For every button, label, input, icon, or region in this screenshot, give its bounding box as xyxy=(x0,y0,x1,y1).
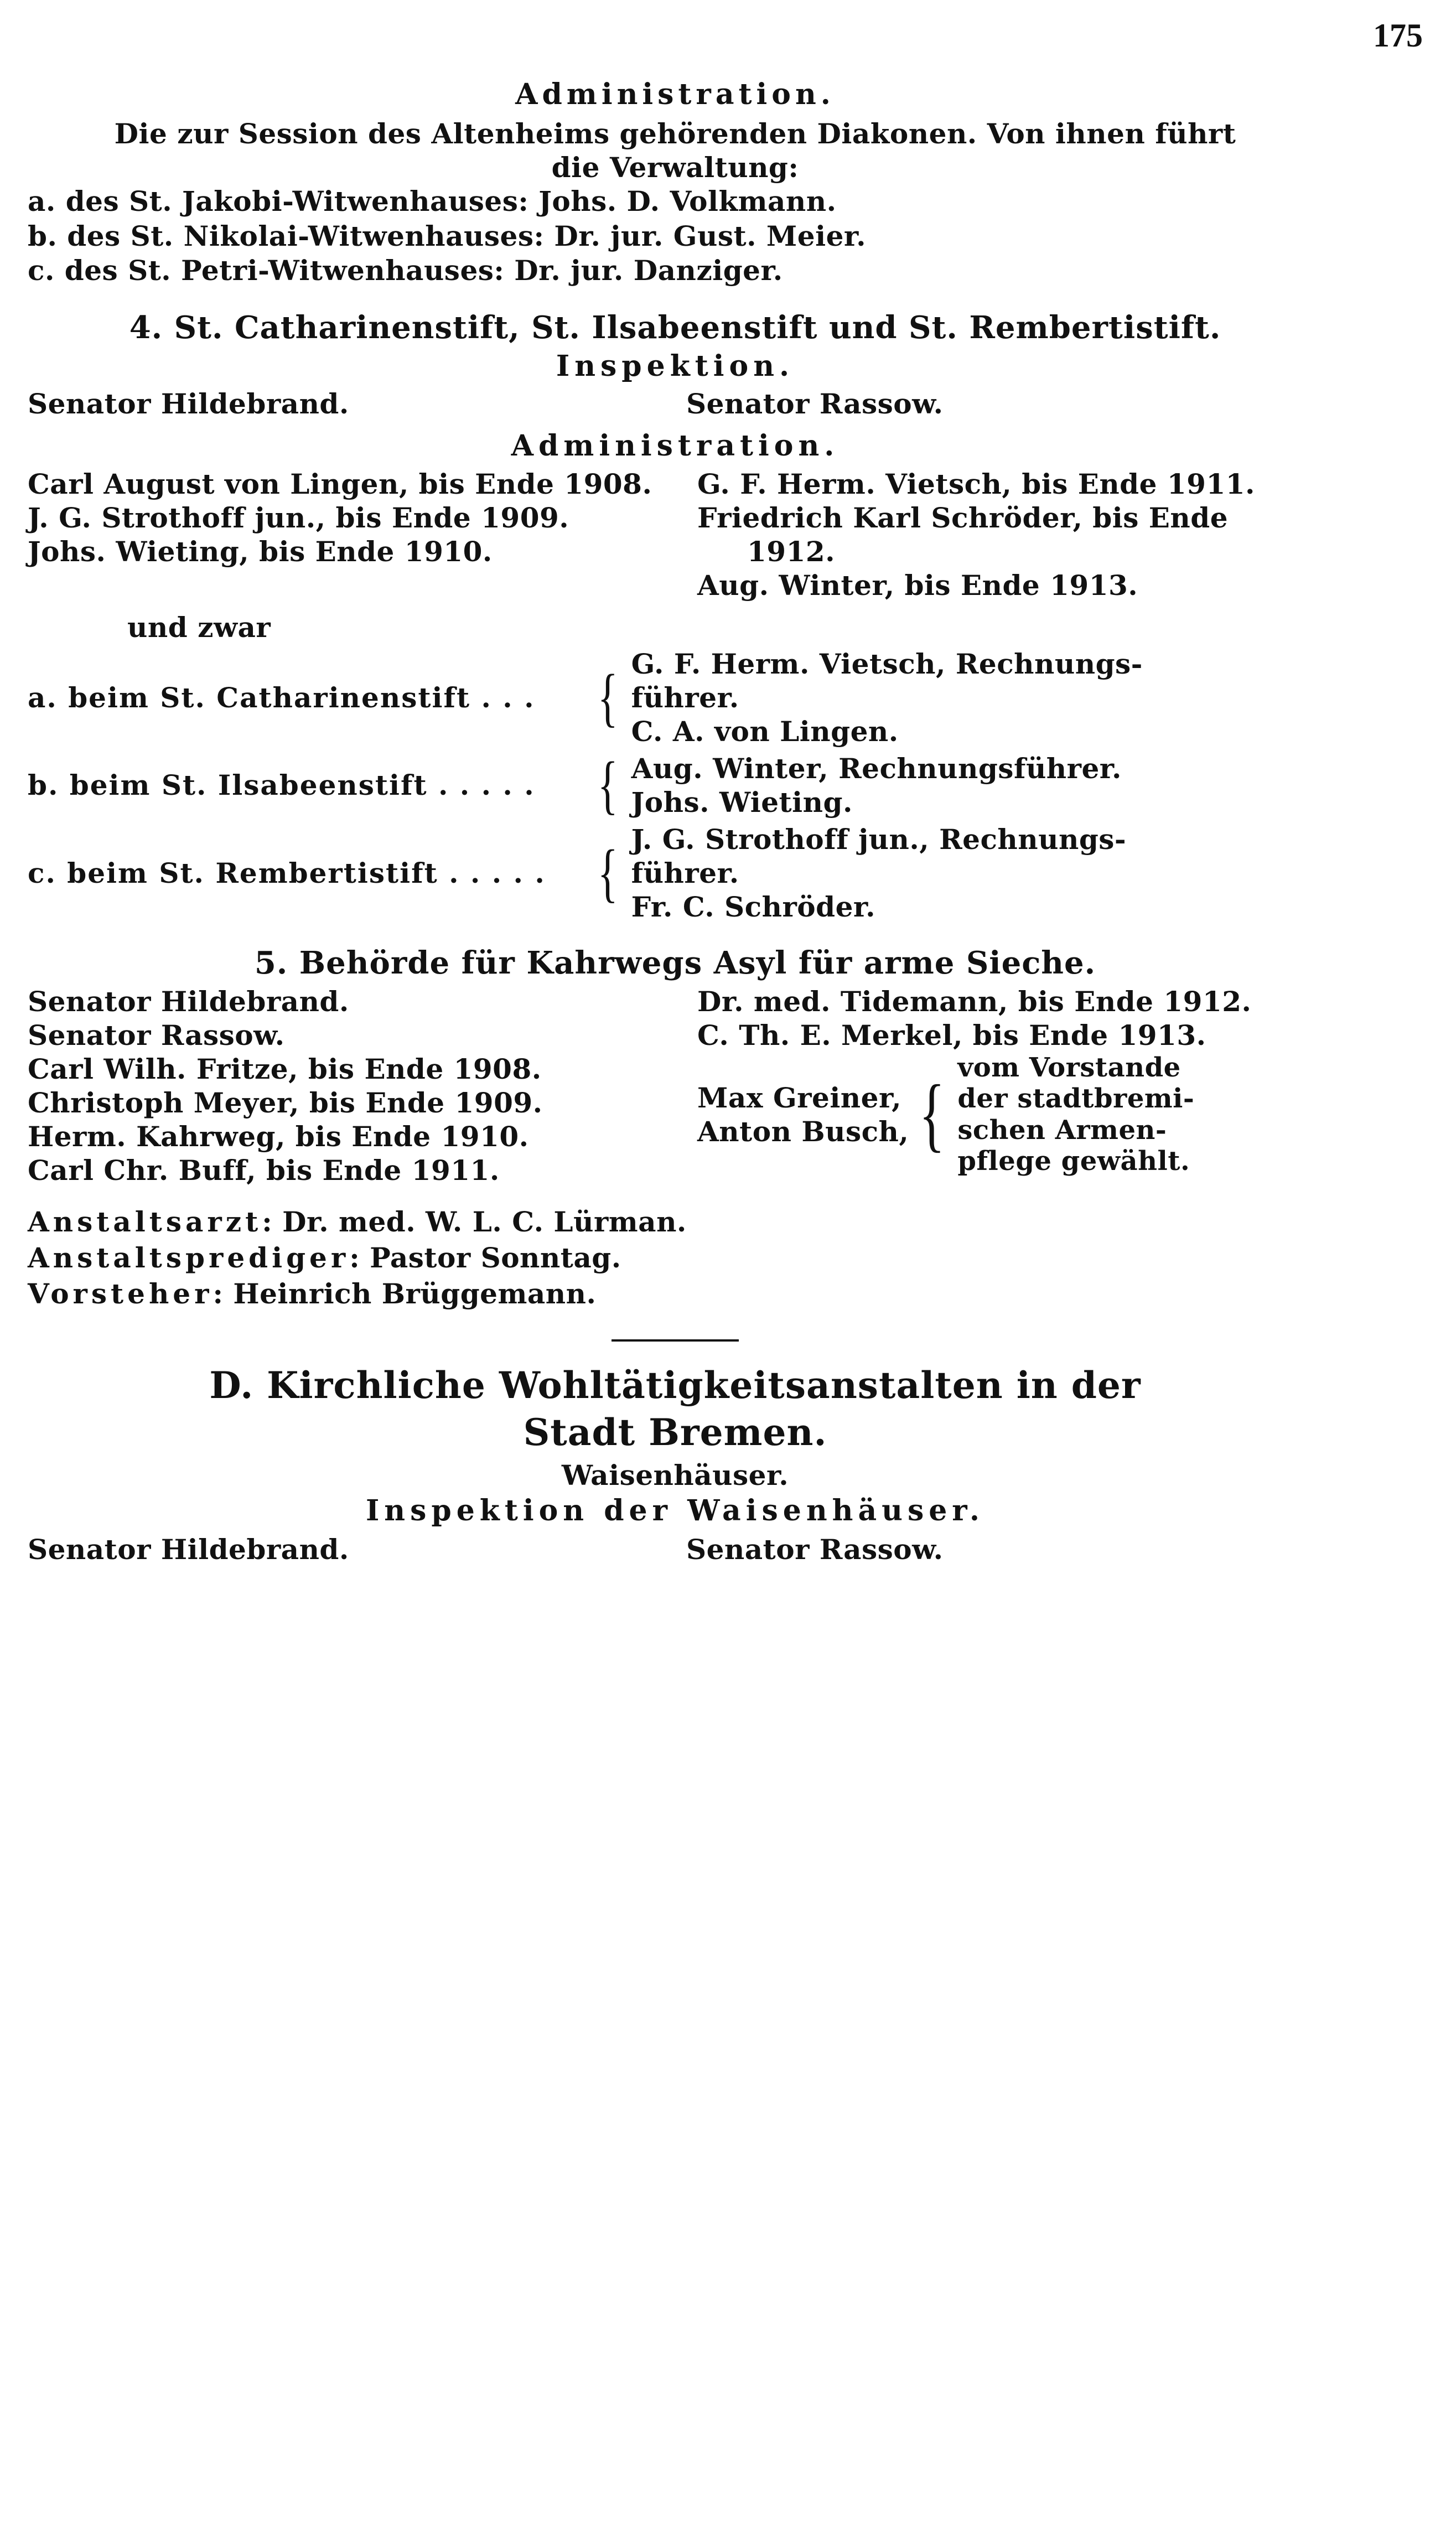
section-5-right-column xyxy=(675,985,1323,1187)
section-d-inspection-heading: Inspektion der Waisenhäuser. xyxy=(365,1493,985,1528)
administration-intro-line-1: Die zur Session des Altenheims gehörenden Diakonen. Von ihnen führt xyxy=(114,117,1236,150)
section-4-admin-left-column xyxy=(28,467,675,602)
section-5-right-2: C. Th. E. Merkel, bis Ende 1913. xyxy=(697,1018,1206,1052)
section-5-left-1: Senator Hildebrand. xyxy=(28,985,349,1018)
officer-row-doctor xyxy=(28,1204,1323,1240)
section-4-group-b-label: b. beim St. Ilsabeenstift . . . . . xyxy=(28,769,535,801)
section-4-group-b xyxy=(28,748,1323,821)
section-d-inspectors xyxy=(28,1533,1323,1566)
section-4-group-c xyxy=(28,822,1323,924)
section-5-elected-name-1: Max Greiner, xyxy=(697,1081,902,1114)
section-5-elected-note xyxy=(957,1052,1194,1178)
section-5-left-4: Christoph Meyer, bis Ende 1909. xyxy=(28,1086,543,1119)
administration-heading: Administration. xyxy=(515,77,835,111)
section-4-group-a-label: a. beim St. Catharinenstift . . . xyxy=(28,681,535,714)
officer-value-preacher: : Pastor Sonntag. xyxy=(349,1241,621,1274)
section-4-inspectors xyxy=(28,387,1323,420)
brace-icon: { xyxy=(597,748,618,821)
brace-icon: { xyxy=(597,660,618,733)
administration-item-a: a. des St. Jakobi-Witwenhauses: Johs. D. Volkmann. xyxy=(28,185,837,218)
section-5-left-2: Senator Rassow. xyxy=(28,1018,285,1052)
section-5-elected-note-4: pflege gewählt. xyxy=(957,1146,1190,1177)
section-4-group-c-member-1: J. G. Strothoff jun., Rechnungs- xyxy=(631,822,1127,856)
section-4-admin-left-2: J. G. Strothoff jun., bis Ende 1909. xyxy=(28,501,569,534)
section-d-title xyxy=(28,1364,1323,1407)
section-4-group-a-members xyxy=(631,647,1143,748)
section-4-group-a xyxy=(28,647,1323,748)
section-4-group-c-members xyxy=(631,822,1127,924)
section-4-group-b-members xyxy=(631,752,1122,819)
section-4-group-a-member-2: C. A. von Lingen. xyxy=(631,714,899,748)
section-4-admin-right-2: Friedrich Karl Schröder, bis Ende 1912. xyxy=(697,501,1229,568)
section-4-group-c-member-2: Fr. C. Schröder. xyxy=(631,890,876,923)
section-d-prefix: D. xyxy=(209,1363,254,1407)
section-4-admin-right-column xyxy=(675,467,1323,602)
section-5-elected-names xyxy=(697,1081,909,1148)
section-4-inspector-1: Senator Hildebrand. xyxy=(28,387,349,420)
page-body xyxy=(28,77,1323,1566)
section-5-elected-note-3: schen Armen- xyxy=(957,1114,1167,1146)
section-4-admin-right-1: G. F. Herm. Vietsch, bis Ende 1911. xyxy=(697,467,1255,500)
section-4-group-a-member-1: G. F. Herm. Vietsch, Rechnungs- xyxy=(631,647,1143,680)
section-d-inspector-1: Senator Hildebrand. xyxy=(28,1532,349,1566)
page-number: 175 xyxy=(1373,17,1423,54)
section-4-administration-heading: Administration. xyxy=(511,428,840,463)
officer-value-director: : Heinrich Brüggemann. xyxy=(213,1277,597,1310)
section-4-inspector-2: Senator Rassow. xyxy=(686,387,944,420)
section-5-officers xyxy=(28,1204,1323,1312)
section-d-title-line-1: Kirchliche Wohltätigkeitsanstalten in der xyxy=(267,1363,1141,1407)
section-divider xyxy=(612,1339,739,1342)
section-5-left-6: Carl Chr. Buff, bis Ende 1911. xyxy=(28,1153,500,1187)
section-5-left-column xyxy=(28,985,675,1187)
section-5-elected-note-1: vom Vorstande xyxy=(957,1052,1181,1083)
section-4-admin-right-3: Aug. Winter, bis Ende 1913. xyxy=(697,568,1138,602)
administration-item-b: b. des St. Nikolai-Witwenhauses: Dr. jur. Gust. Meier. xyxy=(28,219,867,252)
section-4-title: 4. St. Catharinenstift, St. Ilsabeenstift und St. Rembertistift. xyxy=(129,309,1221,346)
section-5-right-1: Dr. med. Tidemann, bis Ende 1912. xyxy=(697,985,1252,1018)
officer-label-doctor: Anstaltsarzt xyxy=(28,1205,262,1238)
officer-row-director xyxy=(28,1276,1323,1312)
section-4-group-b-member-1: Aug. Winter, Rechnungsführer. xyxy=(631,752,1122,785)
section-5-columns xyxy=(28,985,1323,1187)
brace-icon: { xyxy=(597,836,618,909)
officer-label-preacher: Anstaltsprediger xyxy=(28,1241,350,1274)
section-5-elected-note-2: der stadtbremi- xyxy=(957,1083,1195,1115)
section-5-elected-group xyxy=(697,1052,1323,1178)
section-4-administration-columns xyxy=(28,467,1323,602)
officer-label-director: Vorsteher xyxy=(28,1277,213,1310)
section-5-left-3: Carl Wilh. Fritze, bis Ende 1908. xyxy=(28,1052,542,1085)
brace-icon: { xyxy=(919,1068,945,1160)
section-4-admin-left-3: Johs. Wieting, bis Ende 1910. xyxy=(28,535,493,568)
section-4-group-c-label: c. beim St. Rembertistift . . . . . xyxy=(28,856,546,889)
officer-value-doctor: : Dr. med. W. L. C. Lürman. xyxy=(262,1205,687,1238)
section-4-group-a-member-1-cont: führer. xyxy=(631,681,739,714)
section-d-subtitle: Waisenhäuser. xyxy=(561,1458,789,1492)
section-4-admin-left-1: Carl August von Lingen, bis Ende 1908. xyxy=(28,467,652,500)
section-5-title: 5. Behörde für Kahrwegs Asyl für arme Sieche. xyxy=(254,944,1096,981)
und-zwar-label: und zwar xyxy=(127,610,271,644)
officer-row-preacher xyxy=(28,1240,1323,1276)
section-d-inspector-2: Senator Rassow. xyxy=(686,1532,944,1566)
administration-intro-line-2: die Verwaltung: xyxy=(551,151,799,184)
section-5-left-5: Herm. Kahrweg, bis Ende 1910. xyxy=(28,1120,529,1153)
section-4-group-b-member-2: Johs. Wieting. xyxy=(631,785,853,819)
section-5-elected-name-2: Anton Busch, xyxy=(697,1115,909,1148)
section-d-title-line-2: Stadt Bremen. xyxy=(523,1410,827,1454)
administration-item-c: c. des St. Petri-Witwenhauses: Dr. jur. Danziger. xyxy=(28,254,783,287)
section-4-group-c-member-1-cont: führer. xyxy=(631,856,739,889)
section-4-inspection-heading: Inspektion. xyxy=(556,349,795,383)
